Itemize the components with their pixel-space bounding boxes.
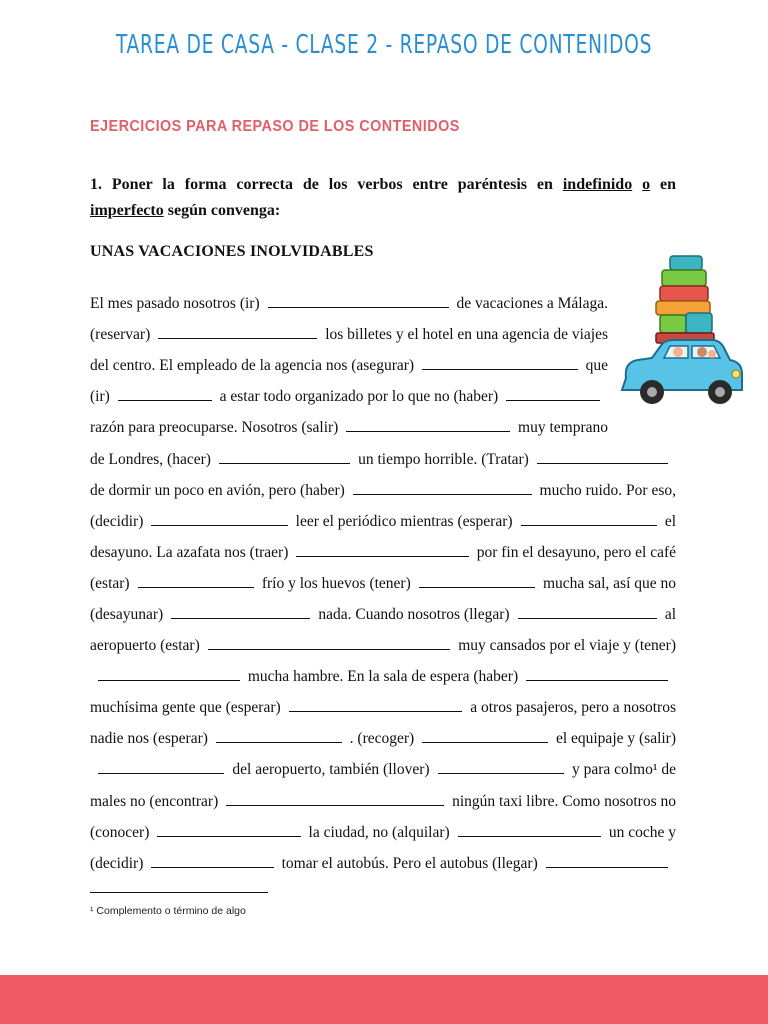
story-text-segment: de vacaciones a Málaga. bbox=[456, 295, 608, 313]
answer-blank[interactable] bbox=[345, 475, 540, 506]
answer-blank-line bbox=[138, 573, 254, 588]
story-line bbox=[90, 661, 676, 692]
story-text-segment: muy cansados por el viaje y (tener) bbox=[458, 637, 676, 655]
answer-blank[interactable] bbox=[260, 288, 457, 319]
story-text-segment: un coche y bbox=[608, 823, 676, 841]
story-text-segment: (desayunar) bbox=[90, 605, 164, 623]
story-text-segment: (decidir) bbox=[90, 512, 144, 530]
answer-blank-line bbox=[226, 791, 444, 806]
story-text-segment: de Londres, (hacer) bbox=[90, 450, 211, 468]
answer-blank[interactable] bbox=[288, 537, 476, 568]
story-text-segment: tomar el autobús. Pero el autobus (llegar) bbox=[281, 854, 538, 872]
answer-blank[interactable] bbox=[90, 661, 248, 692]
answer-blank[interactable] bbox=[149, 817, 308, 848]
answer-blank-line bbox=[98, 666, 240, 681]
story-text-segment: El mes pasado nosotros (ir) bbox=[90, 295, 260, 313]
story-text-segment: . (recoger) bbox=[349, 730, 415, 748]
answer-blank-line bbox=[208, 635, 450, 650]
story-line bbox=[90, 848, 676, 879]
instruction-text-4: según convenga: bbox=[163, 202, 281, 219]
answer-blank-line bbox=[157, 822, 300, 837]
answer-blank-line bbox=[537, 449, 668, 464]
answer-blank-line bbox=[268, 293, 449, 308]
answer-blank[interactable] bbox=[150, 319, 325, 350]
story-text-segment: nadie nos (esperar) bbox=[90, 730, 208, 748]
story-text-segment: males no (encontrar) bbox=[90, 792, 219, 810]
answer-blank-line bbox=[346, 417, 510, 432]
story-line bbox=[90, 319, 608, 350]
story-title: UNAS VACACIONES INOLVIDABLES bbox=[90, 243, 374, 260]
story-text-segment: desayuno. La azafata nos (traer) bbox=[90, 543, 289, 561]
answer-blank-line bbox=[289, 697, 463, 712]
story-line bbox=[90, 443, 676, 474]
story-text-segment: nada. Cuando nosotros (llegar) bbox=[318, 605, 510, 623]
answer-blank[interactable] bbox=[498, 381, 608, 412]
story-text-segment: el equipaje y (salir) bbox=[555, 730, 677, 748]
story-line bbox=[90, 630, 676, 661]
answer-blank-line bbox=[521, 511, 657, 526]
story-text-segment: (ir) bbox=[90, 388, 110, 406]
answer-blank[interactable] bbox=[200, 630, 458, 661]
story-text-segment: (reservar) bbox=[90, 326, 151, 344]
answer-blank[interactable] bbox=[414, 723, 556, 754]
answer-blank[interactable] bbox=[518, 661, 676, 692]
page-title: TAREA DE CASA - CLASE 2 - REPASO DE CONTENIDOS bbox=[115, 30, 653, 60]
story-text-segment: mucha hambre. En la sala de espera (haber) bbox=[247, 668, 519, 686]
story-line bbox=[90, 754, 676, 785]
answer-blank-line bbox=[458, 822, 601, 837]
story-text-segment: (decidir) bbox=[90, 854, 144, 872]
answer-blank-line bbox=[151, 853, 273, 868]
story-text-segment: de dormir un poco en avión, pero (haber) bbox=[90, 481, 345, 499]
story-text-segment: frío y los huevos (tener) bbox=[261, 574, 411, 592]
story-line bbox=[90, 537, 676, 568]
answer-blank-line bbox=[506, 386, 600, 401]
answer-blank-line bbox=[518, 604, 657, 619]
exercise-number: 1. bbox=[90, 176, 102, 193]
story-text-segment: leer el periódico mientras (esperar) bbox=[295, 512, 513, 530]
instruction-word-imperfecto: imperfecto bbox=[90, 202, 164, 219]
story-line bbox=[90, 506, 676, 537]
answer-blank[interactable] bbox=[513, 506, 665, 537]
answer-blank[interactable] bbox=[163, 599, 318, 630]
story-text-segment: ningún taxi libre. Como nosotros no bbox=[452, 792, 676, 810]
story-text-segment: del aeropuerto, también (llover) bbox=[232, 761, 430, 779]
story-text-segment: y para colmo¹ de bbox=[571, 761, 677, 779]
car-with-luggage-illustration bbox=[616, 250, 744, 420]
answer-blank[interactable] bbox=[211, 444, 358, 475]
story-line bbox=[90, 568, 676, 599]
section-heading: EJERCICIOS PARA REPASO DE LOS CONTENIDOS bbox=[90, 118, 460, 135]
answer-blank[interactable] bbox=[338, 412, 518, 443]
answer-blank-line bbox=[353, 480, 532, 495]
story-text-segment: por fin el desayuno, pero el café bbox=[476, 543, 676, 561]
answer-blank[interactable] bbox=[510, 599, 665, 630]
story-line bbox=[90, 475, 676, 506]
answer-blank[interactable] bbox=[218, 786, 452, 817]
answer-blank-line bbox=[422, 728, 548, 743]
answer-blank-line bbox=[216, 728, 342, 743]
answer-blank-line bbox=[296, 542, 468, 557]
story-line bbox=[90, 288, 608, 319]
answer-blank[interactable] bbox=[450, 817, 609, 848]
footer-bar bbox=[0, 975, 768, 1024]
answer-blank[interactable] bbox=[143, 506, 295, 537]
instruction-word-o: o bbox=[642, 176, 651, 193]
answer-blank-line bbox=[526, 666, 668, 681]
answer-blank-line bbox=[171, 604, 310, 619]
instruction-word-indefinido: indefinido bbox=[562, 176, 633, 193]
story-text-segment: razón para preocuparse. Nosotros (salir) bbox=[90, 419, 339, 437]
story-text-segment: los billetes y el hotel en una agencia de viajes bbox=[325, 326, 608, 344]
story-text-segment: mucho ruido. Por eso, bbox=[539, 481, 676, 499]
story-text-segment: (conocer) bbox=[90, 823, 150, 841]
answer-blank[interactable] bbox=[90, 754, 232, 785]
story-text-segment: a estar todo organizado por lo que no (haber) bbox=[219, 388, 499, 406]
footnote-divider bbox=[90, 892, 268, 893]
story-text-segment: muy temprano bbox=[518, 419, 608, 437]
answer-blank[interactable] bbox=[281, 692, 471, 723]
story-line bbox=[90, 412, 608, 443]
answer-blank-line bbox=[158, 324, 317, 339]
answer-blank[interactable] bbox=[130, 568, 262, 599]
story-line bbox=[90, 381, 608, 412]
answer-blank-line bbox=[151, 511, 287, 526]
answer-blank[interactable] bbox=[538, 848, 676, 879]
answer-blank-line bbox=[422, 355, 578, 370]
answer-blank-line bbox=[118, 386, 212, 401]
answer-blank-line bbox=[219, 449, 350, 464]
answer-blank[interactable] bbox=[414, 350, 586, 381]
story-line bbox=[90, 723, 676, 754]
story-text-segment: del centro. El empleado de la agencia nos (asegurar) bbox=[90, 357, 415, 375]
story-text-segment: muchísima gente que (esperar) bbox=[90, 699, 281, 717]
story-text-segment: que bbox=[585, 357, 608, 375]
story-text bbox=[90, 288, 676, 879]
story-text-segment: la ciudad, no (alquilar) bbox=[308, 823, 450, 841]
story-line bbox=[90, 350, 608, 381]
answer-blank[interactable] bbox=[430, 754, 572, 785]
answer-blank-line bbox=[419, 573, 535, 588]
answer-blank[interactable] bbox=[110, 381, 220, 412]
story-text-segment: (estar) bbox=[90, 574, 130, 592]
exercise-instruction bbox=[90, 172, 676, 224]
story-line bbox=[90, 817, 676, 848]
answer-blank-line bbox=[546, 853, 668, 868]
answer-blank[interactable] bbox=[143, 848, 281, 879]
answer-blank[interactable] bbox=[529, 444, 676, 475]
answer-blank[interactable] bbox=[208, 723, 350, 754]
story-text-segment: al bbox=[664, 605, 676, 623]
instruction-text-2 bbox=[632, 176, 642, 193]
answer-blank-line bbox=[438, 759, 564, 774]
story-text-segment: aeropuerto (estar) bbox=[90, 637, 200, 655]
story-text-segment: a otros pasajeros, pero a nosotros bbox=[470, 699, 676, 717]
story-text-segment: mucha sal, así que no bbox=[543, 574, 677, 592]
instruction-text-3: en bbox=[650, 176, 677, 193]
story-line bbox=[90, 599, 676, 630]
answer-blank-line bbox=[98, 759, 224, 774]
answer-blank[interactable] bbox=[411, 568, 543, 599]
footnote: ¹ Complemento o término de algo bbox=[90, 905, 246, 917]
story-text-segment: un tiempo horrible. (Tratar) bbox=[358, 450, 529, 468]
story-line bbox=[90, 692, 676, 723]
story-line bbox=[90, 786, 676, 817]
story-text-segment: el bbox=[664, 512, 676, 530]
instruction-text-1: Poner la forma correcta de los verbos entre paréntesis en bbox=[102, 176, 563, 193]
